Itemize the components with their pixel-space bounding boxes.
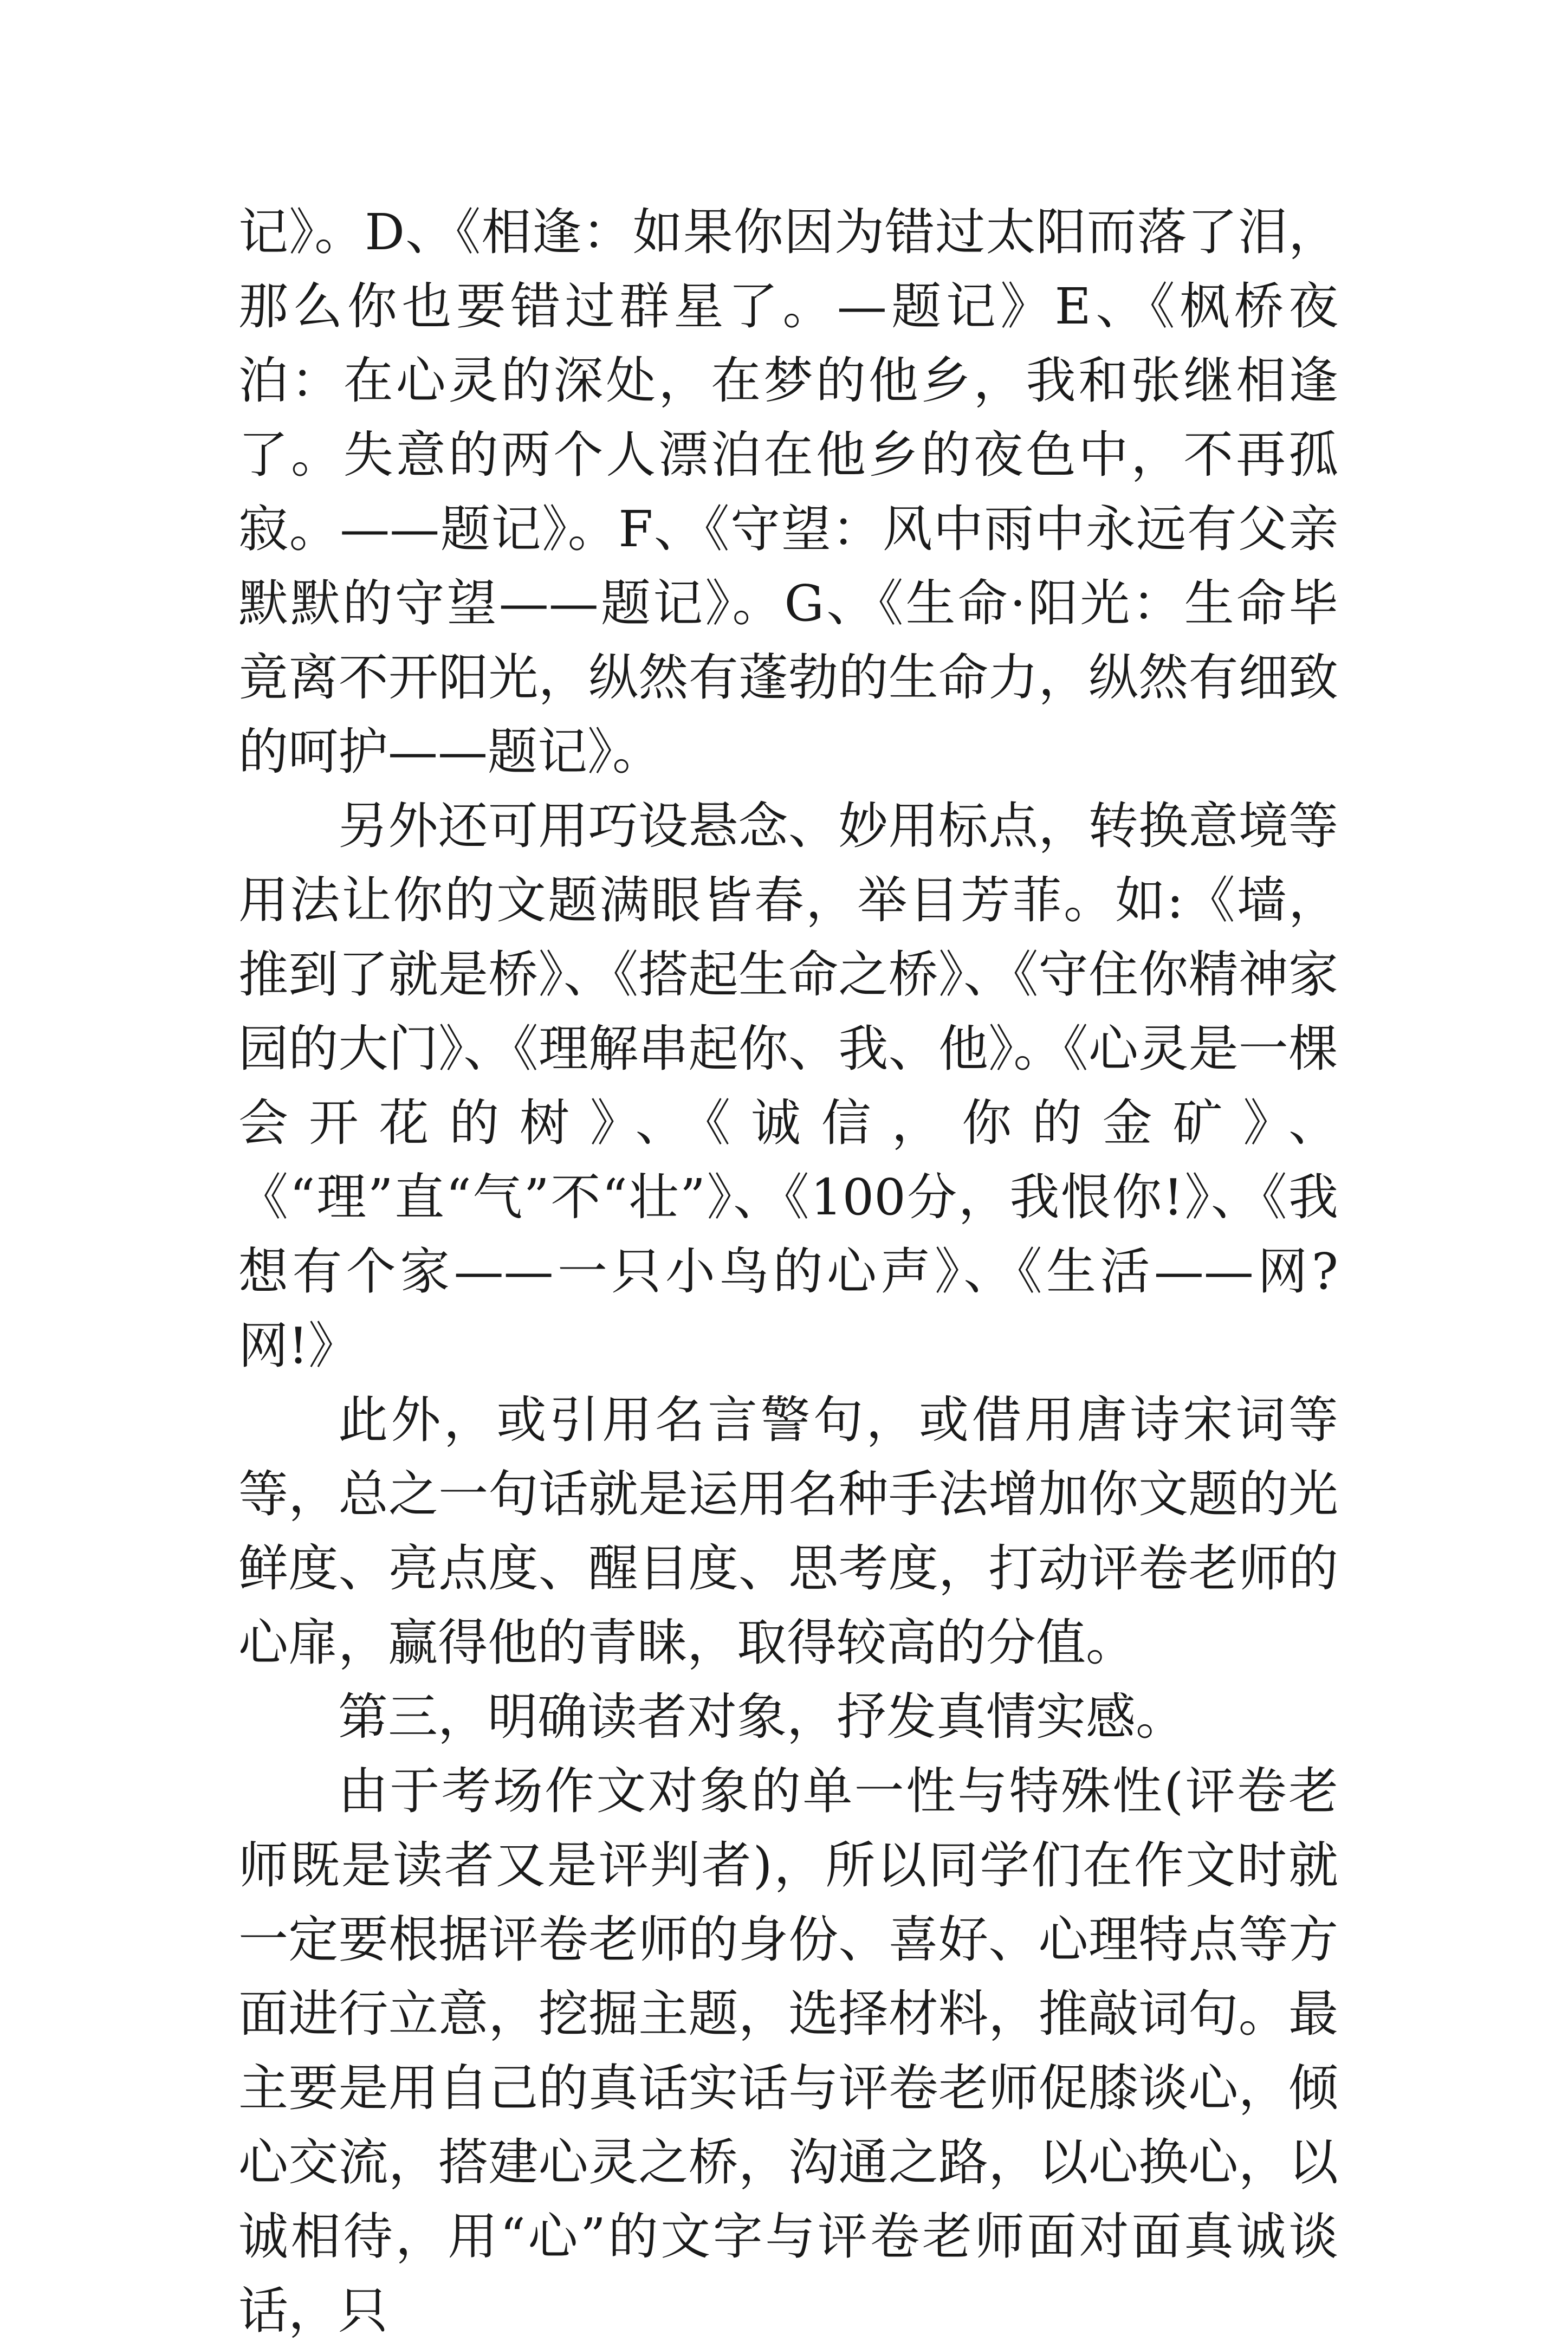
paragraph-suspense-punctuation: 另外还可用巧设悬念、妙用标点，转换意境等用法让你的文题满眼皆春，举目芳菲。如:《墙，推到了就是桥》、《搭起生命之桥》、《守住你精神家园的大门》、《理解串起你、我、他》。《心灵是一棵会开花的树》、《诚信，你的金矿》、《“理”直“气”不“壮”》、《100分，我恨你!》、《我想有个家——一只小鸟的心声》、《生活——网?网!》 [238,797,1338,1375]
paragraph-continued-titles: 记》。D、《相逢：如果你因为错过太阳而落了泪，那么你也要错过群星了。—题记》E、《枫桥夜泊：在心灵的深处，在梦的他乡，我和张继相逢了。失意的两个人漂泊在他乡的夜色中，不再孤寂。——题记》。F、《守望：风中雨中永远有父亲默默的守望——题记》。G、《生命·阳光：生命毕竟离不开阳光，纵然有蓬勃的生命力，纵然有细致的呵护——题记》。 [238,203,1338,781]
paragraph-quotations: 此外，或引用名言警句，或借用唐诗宋词等等，总之一句话就是运用名种手法增加你文题的光鲜度、亮点度、醒目度、思考度，打动评卷老师的心扉，赢得他的青睐，取得较高的分值。 [238,1391,1338,1672]
document-body [238,195,1338,2348]
paragraph-section-heading-three: 第三，明确读者对象，抒发真情实感。 [338,1688,1186,1746]
paragraph-reader-audience: 由于考场作文对象的单一性与特殊性(评卷老师既是读者又是评判者)，所以同学们在作文时就一定要根据评卷老师的身份、喜好、心理特点等方面进行立意，挖掘主题，选择材料，推敲词句。最主要是用自己的真话实话与评卷老师促膝谈心，倾心交流，搭建心灵之桥，沟通之路，以心换心，以诚相待，用“心”的文字与评卷老师面对面真诚谈话，只 [238,1762,1338,2340]
